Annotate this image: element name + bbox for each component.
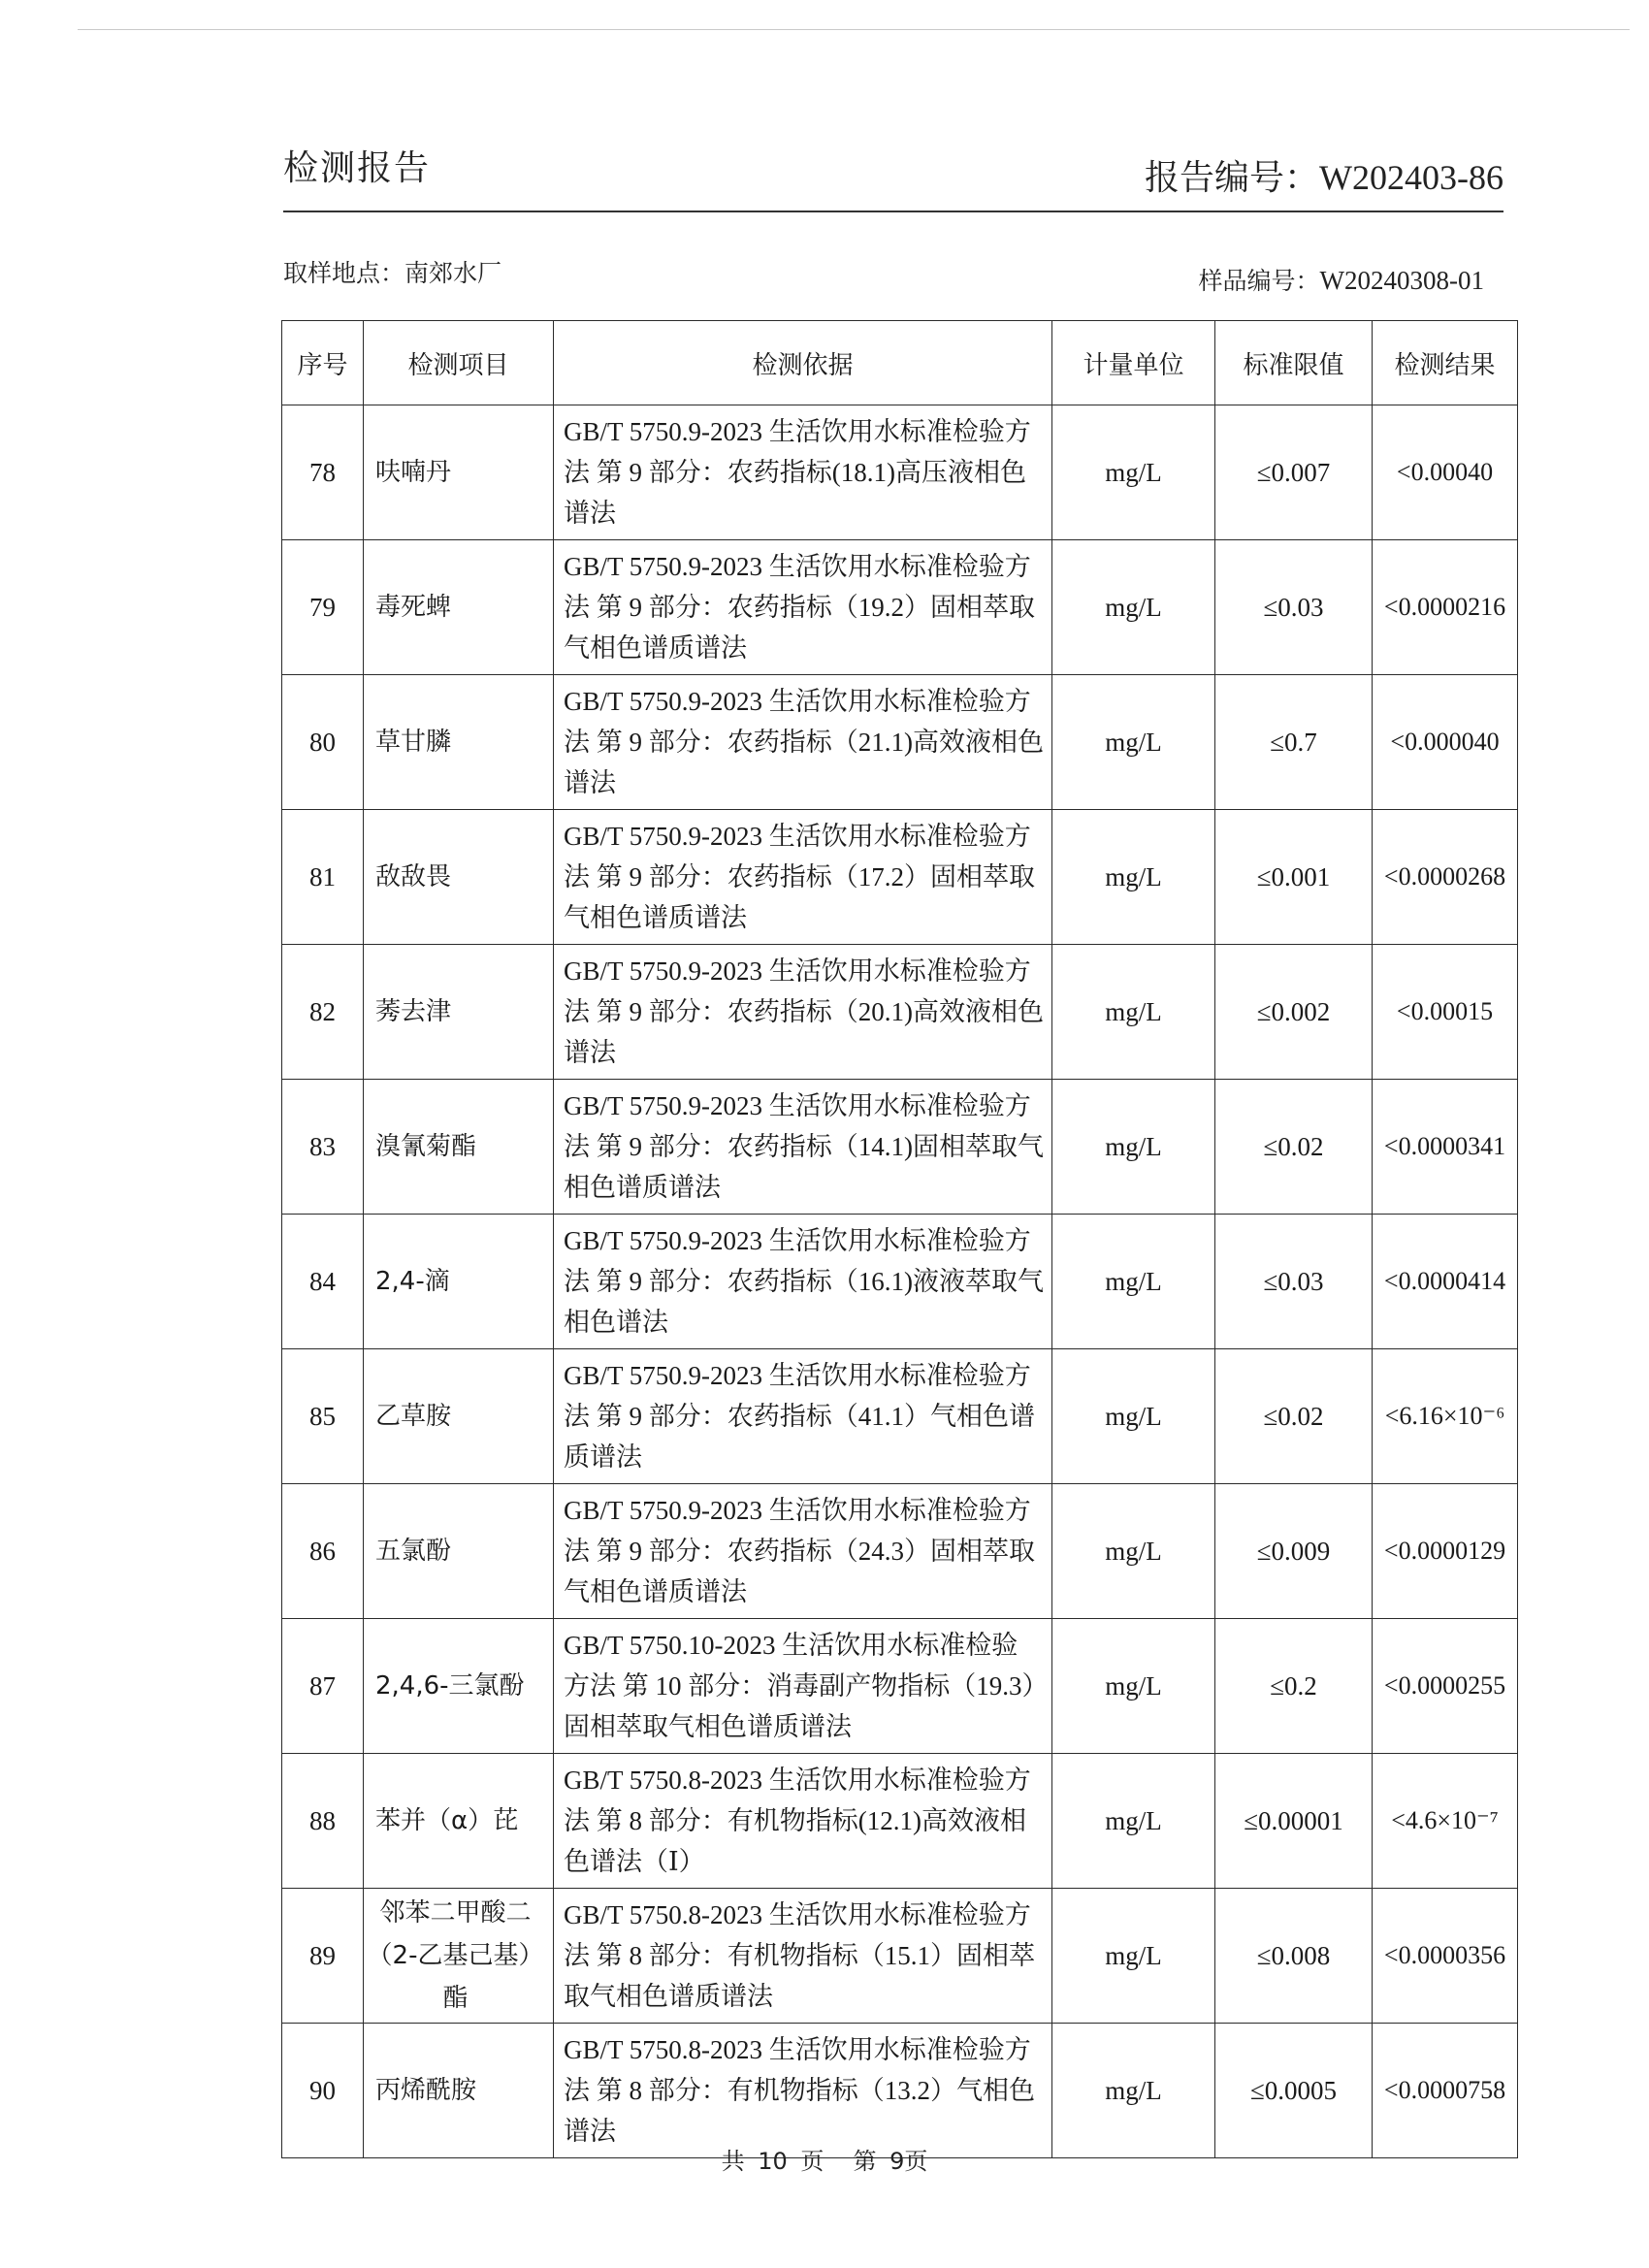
row-unit: mg/L bbox=[1052, 675, 1215, 810]
row-method: GB/T 5750.8-2023 生活饮用水标准检验方法 第 8 部分：有机物指标（15.1）固相萃取气相色谱质谱法 bbox=[554, 1889, 1052, 2024]
row-unit: mg/L bbox=[1052, 1215, 1215, 1349]
row-result: <0.000040 bbox=[1373, 675, 1518, 810]
row-limit: ≤0.7 bbox=[1215, 675, 1373, 810]
row-limit: ≤0.02 bbox=[1215, 1080, 1373, 1215]
row-no: 87 bbox=[282, 1619, 364, 1754]
row-no: 86 bbox=[282, 1484, 364, 1619]
row-unit: mg/L bbox=[1052, 1889, 1215, 2024]
sampling-site-label: 取样地点： bbox=[283, 259, 405, 287]
row-result: <0.00015 bbox=[1373, 945, 1518, 1080]
row-limit: ≤0.2 bbox=[1215, 1619, 1373, 1754]
table-row bbox=[282, 1619, 1518, 1754]
sample-number-label: 样品编号： bbox=[1198, 267, 1320, 295]
results-table bbox=[281, 320, 1518, 2158]
row-result: <4.6×10⁻⁷ bbox=[1373, 1754, 1518, 1889]
row-no: 88 bbox=[282, 1754, 364, 1889]
row-no: 83 bbox=[282, 1080, 364, 1215]
current-page: 第 9页 bbox=[853, 2148, 928, 2175]
row-item: 五氯酚 bbox=[364, 1484, 554, 1619]
row-item: 敌敌畏 bbox=[364, 810, 554, 945]
row-unit: mg/L bbox=[1052, 1349, 1215, 1484]
row-method: GB/T 5750.9-2023 生活饮用水标准检验方法 第 9 部分：农药指标（21.1)高效液相色谱法 bbox=[554, 675, 1052, 810]
sampling-site bbox=[283, 254, 501, 289]
row-result: <0.00040 bbox=[1373, 405, 1518, 540]
row-limit: ≤0.00001 bbox=[1215, 1754, 1373, 1889]
row-limit: ≤0.02 bbox=[1215, 1349, 1373, 1484]
sample-number bbox=[1199, 262, 1485, 297]
row-method: GB/T 5750.9-2023 生活饮用水标准检验方法 第 9 部分：农药指标（20.1)高效液相色谱法 bbox=[554, 945, 1052, 1080]
table-row bbox=[282, 2024, 1518, 2158]
table-row bbox=[282, 1484, 1518, 1619]
row-limit: ≤0.0005 bbox=[1215, 2024, 1373, 2158]
header-unit: 计量单位 bbox=[1052, 321, 1215, 405]
row-unit: mg/L bbox=[1052, 1619, 1215, 1754]
table-row bbox=[282, 810, 1518, 945]
row-limit: ≤0.002 bbox=[1215, 945, 1373, 1080]
row-no: 80 bbox=[282, 675, 364, 810]
row-no: 90 bbox=[282, 2024, 364, 2158]
row-item: 莠去津 bbox=[364, 945, 554, 1080]
row-no: 85 bbox=[282, 1349, 364, 1484]
row-method: GB/T 5750.8-2023 生活饮用水标准检验方法 第 8 部分：有机物指标(12.1)高效液相色谱法（Ⅰ） bbox=[554, 1754, 1052, 1889]
sampling-site-value: 南郊水厂 bbox=[404, 259, 502, 287]
table-row bbox=[282, 1080, 1518, 1215]
header-item: 检测项目 bbox=[364, 321, 554, 405]
row-unit: mg/L bbox=[1052, 1080, 1215, 1215]
row-method: GB/T 5750.10-2023 生活饮用水标准检验方法 第 10 部分：消毒副产物指标（19.3）固相萃取气相色谱质谱法 bbox=[554, 1619, 1052, 1754]
row-no: 84 bbox=[282, 1215, 364, 1349]
row-limit: ≤0.03 bbox=[1215, 1215, 1373, 1349]
row-item: 苯并（α）芘 bbox=[364, 1754, 554, 1889]
row-method: GB/T 5750.9-2023 生活饮用水标准检验方法 第 9 部分：农药指标（17.2）固相萃取气相色谱质谱法 bbox=[554, 810, 1052, 945]
row-no: 89 bbox=[282, 1889, 364, 2024]
row-method: GB/T 5750.9-2023 生活饮用水标准检验方法 第 9 部分：农药指标（41.1）气相色谱质谱法 bbox=[554, 1349, 1052, 1484]
scan-edge-line bbox=[78, 29, 1630, 30]
report-number-value: W202403-86 bbox=[1319, 158, 1504, 197]
row-no: 82 bbox=[282, 945, 364, 1080]
page-footer bbox=[0, 2142, 1649, 2176]
row-no: 78 bbox=[282, 405, 364, 540]
row-item: 邻苯二甲酸二（2-乙基己基）酯 bbox=[364, 1889, 554, 2024]
row-method: GB/T 5750.9-2023 生活饮用水标准检验方法 第 9 部分：农药指标（14.1)固相萃取气相色谱质谱法 bbox=[554, 1080, 1052, 1215]
row-item: 草甘膦 bbox=[364, 675, 554, 810]
table-row bbox=[282, 1754, 1518, 1889]
header-result: 检测结果 bbox=[1373, 321, 1518, 405]
table-header-row bbox=[282, 321, 1518, 405]
table-row bbox=[282, 1889, 1518, 2024]
row-item: 呋喃丹 bbox=[364, 405, 554, 540]
row-item: 毒死蜱 bbox=[364, 540, 554, 675]
row-result: <0.0000255 bbox=[1373, 1619, 1518, 1754]
row-unit: mg/L bbox=[1052, 945, 1215, 1080]
row-result: <0.0000129 bbox=[1373, 1484, 1518, 1619]
table-row bbox=[282, 540, 1518, 675]
row-item: 2,4-滴 bbox=[364, 1215, 554, 1349]
row-no: 81 bbox=[282, 810, 364, 945]
row-result: <0.0000341 bbox=[1373, 1080, 1518, 1215]
total-pages: 共 10 页 bbox=[721, 2148, 824, 2175]
row-method: GB/T 5750.9-2023 生活饮用水标准检验方法 第 9 部分：农药指标（16.1)液液萃取气相色谱法 bbox=[554, 1215, 1052, 1349]
row-unit: mg/L bbox=[1052, 810, 1215, 945]
row-item: 乙草胺 bbox=[364, 1349, 554, 1484]
table-row bbox=[282, 405, 1518, 540]
row-result: <0.0000414 bbox=[1373, 1215, 1518, 1349]
row-result: <0.0000268 bbox=[1373, 810, 1518, 945]
row-limit: ≤0.007 bbox=[1215, 405, 1373, 540]
row-limit: ≤0.008 bbox=[1215, 1889, 1373, 2024]
row-item: 2,4,6-三氯酚 bbox=[364, 1619, 554, 1754]
row-unit: mg/L bbox=[1052, 540, 1215, 675]
row-method: GB/T 5750.8-2023 生活饮用水标准检验方法 第 8 部分：有机物指标（13.2）气相色谱法 bbox=[554, 2024, 1052, 2158]
report-number-label: 报告编号： bbox=[1145, 158, 1320, 198]
row-result: <0.0000216 bbox=[1373, 540, 1518, 675]
row-unit: mg/L bbox=[1052, 2024, 1215, 2158]
row-method: GB/T 5750.9-2023 生活饮用水标准检验方法 第 9 部分：农药指标（19.2）固相萃取气相色谱质谱法 bbox=[554, 540, 1052, 675]
table-row bbox=[282, 1215, 1518, 1349]
row-unit: mg/L bbox=[1052, 405, 1215, 540]
row-method: GB/T 5750.9-2023 生活饮用水标准检验方法 第 9 部分：农药指标（24.3）固相萃取气相色谱质谱法 bbox=[554, 1484, 1052, 1619]
row-unit: mg/L bbox=[1052, 1754, 1215, 1889]
row-result: <0.0000758 bbox=[1373, 2024, 1518, 2158]
row-limit: ≤0.03 bbox=[1215, 540, 1373, 675]
row-no: 79 bbox=[282, 540, 364, 675]
sample-number-value: W20240308-01 bbox=[1319, 266, 1484, 295]
table-row bbox=[282, 945, 1518, 1080]
row-result: <0.0000356 bbox=[1373, 1889, 1518, 2024]
row-unit: mg/L bbox=[1052, 1484, 1215, 1619]
row-method: GB/T 5750.9-2023 生活饮用水标准检验方法 第 9 部分：农药指标(18.1)高压液相色谱法 bbox=[554, 405, 1052, 540]
report-number bbox=[1145, 150, 1504, 200]
row-limit: ≤0.001 bbox=[1215, 810, 1373, 945]
row-item: 丙烯酰胺 bbox=[364, 2024, 554, 2158]
row-limit: ≤0.009 bbox=[1215, 1484, 1373, 1619]
header-divider bbox=[283, 211, 1504, 212]
table-row bbox=[282, 675, 1518, 810]
header-method: 检测依据 bbox=[554, 321, 1052, 405]
table-row bbox=[282, 1349, 1518, 1484]
row-item: 溴氰菊酯 bbox=[364, 1080, 554, 1215]
header-limit: 标准限值 bbox=[1215, 321, 1373, 405]
page-title: 检测报告 bbox=[283, 148, 432, 188]
header-no: 序号 bbox=[282, 321, 364, 405]
row-result: <6.16×10⁻⁶ bbox=[1373, 1349, 1518, 1484]
